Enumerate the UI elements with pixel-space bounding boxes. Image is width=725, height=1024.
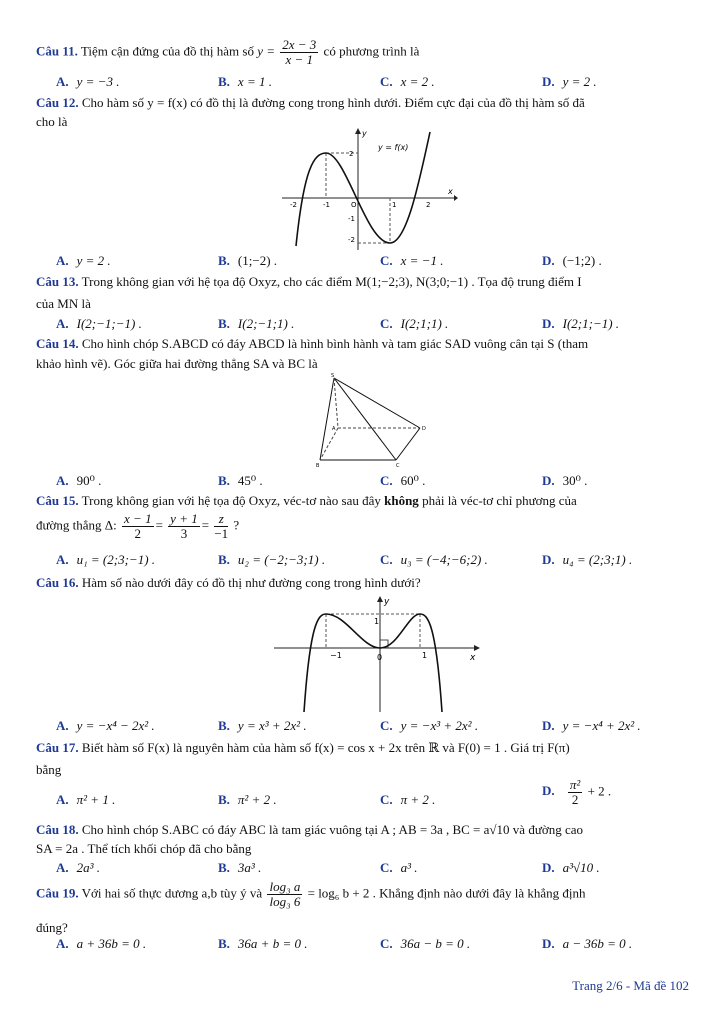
opt-letter: D. xyxy=(542,718,555,733)
q17-label: Câu 17. xyxy=(36,740,79,755)
q13-opt-d[interactable] xyxy=(542,316,619,332)
q15-keyword: không xyxy=(384,493,419,508)
frac-num: π² xyxy=(569,777,581,792)
opt-letter: C. xyxy=(380,74,393,89)
opt-text: y = −3 . xyxy=(76,74,120,89)
opt-letter: A. xyxy=(56,860,69,875)
opt-letter: C. xyxy=(380,792,393,807)
tick-label: 1 xyxy=(392,201,397,209)
tick-label: 2 xyxy=(349,150,354,158)
q17-stem-line2: bằng xyxy=(36,762,62,777)
opt-text: I(2;1;1) . xyxy=(400,316,449,331)
q17-text: Biết hàm số F(x) là nguyên hàm của hàm số f(x) = cos x + 2x trên ℝ và F(0) = 1 . Giá trị F(π) xyxy=(81,740,570,755)
q12-opt-d[interactable] xyxy=(542,253,602,269)
opt-letter: B. xyxy=(218,316,230,331)
axis-x-label: x xyxy=(448,187,453,196)
q13-stem-line2: của MN là xyxy=(36,296,91,311)
q11-opt-c[interactable] xyxy=(380,74,435,90)
q11-label: Câu 11. xyxy=(36,43,78,59)
vertex-label: C xyxy=(396,463,400,469)
q15-text-b: phải là véc-tơ chỉ phương của xyxy=(422,493,577,508)
q19-opt-a[interactable] xyxy=(56,936,146,952)
q19-stem-line1 xyxy=(36,880,586,909)
opt-letter: A. xyxy=(56,74,69,89)
frac-den: 2 xyxy=(571,792,579,807)
opt-text: 3a³ . xyxy=(237,860,262,875)
opt-letter: B. xyxy=(218,473,230,488)
opt-text: 30⁰ . xyxy=(562,473,588,488)
q16-opt-c[interactable] xyxy=(380,718,478,734)
q17-opt-c[interactable] xyxy=(380,792,435,808)
x-axis-arrow-icon xyxy=(454,195,458,201)
q19-text: Với hai số thực dương a,b tùy ý và xyxy=(81,885,263,901)
q16-graph xyxy=(274,594,484,712)
q15-line-def: đường thẳng Δ: xyxy=(36,517,117,533)
page-footer: Trang 2/6 - Mã đề 102 xyxy=(572,978,689,993)
q15-opt-d[interactable] xyxy=(542,552,632,568)
axis-y-label: y xyxy=(362,129,367,138)
q16-opt-b[interactable] xyxy=(218,718,307,734)
tick-label: -2 xyxy=(348,236,355,244)
vertex-label: B xyxy=(316,463,320,469)
opt-text: x = −1 . xyxy=(400,253,444,268)
q18-label: Câu 18. xyxy=(36,822,79,837)
tick-label: -2 xyxy=(290,201,297,209)
opt-letter: A. xyxy=(56,316,69,331)
axis-x-label: x xyxy=(470,653,476,663)
opt-letter: C. xyxy=(380,936,393,951)
q15-opt-c[interactable] xyxy=(380,552,488,568)
q19-opt-d[interactable] xyxy=(542,936,632,952)
curve-label: y = f(x) xyxy=(378,143,409,152)
q13-label: Câu 13. xyxy=(36,274,79,289)
tick-label: O xyxy=(351,201,357,209)
q11-text: Tiệm cận đứng của đồ thị hàm số xyxy=(80,43,254,59)
q15-frac-3 xyxy=(214,512,228,541)
q14-pyramid-figure xyxy=(310,372,430,470)
tick-label: 1 xyxy=(374,617,380,626)
q17-opt-d[interactable] xyxy=(542,778,611,807)
opt-letter: A. xyxy=(56,718,69,733)
q15-stem-line2: đường thẳng Δ: $\frac{x - 1}{2}$ = $\frac{y + 1}{3}$ = $\frac{z}{-1}$ ? xyxy=(36,511,240,541)
opt-letter: D. xyxy=(542,783,555,799)
q17-opt-a[interactable] xyxy=(56,792,115,808)
q14-label: Câu 14. xyxy=(36,336,79,351)
tick-label: 1 xyxy=(422,651,428,660)
q13-opt-b[interactable] xyxy=(218,316,294,332)
opt-text: I(2;−1;−1) . xyxy=(76,316,142,331)
vertex-label: S xyxy=(331,373,335,379)
frac-den: 3 xyxy=(180,526,188,541)
opt-text: y = 2 . xyxy=(562,74,597,89)
opt-letter: D. xyxy=(542,316,555,331)
q15-question-mark: ? xyxy=(233,517,240,533)
opt-text: u₃ = (−4;−6;2) . xyxy=(400,552,488,567)
opt-letter: B. xyxy=(218,552,230,567)
opt-text: a − 36b = 0 . xyxy=(562,936,633,951)
opt-letter: C. xyxy=(380,552,393,567)
frac-num: z xyxy=(214,512,228,527)
opt-letter: B. xyxy=(218,860,230,875)
opt-text: + 2 . xyxy=(587,783,612,799)
q19-opt-b[interactable] xyxy=(218,936,307,952)
frac-den: 2 xyxy=(134,526,142,541)
q12-text: Cho hàm số y = f(x) có đồ thị là đường cong trong hình dưới. Điểm cực đại của đồ thị hàm số đã xyxy=(81,95,585,110)
q12-opt-b[interactable] xyxy=(218,253,277,269)
opt-text: 45⁰ . xyxy=(237,473,263,488)
q14-opt-a[interactable] xyxy=(56,473,101,489)
q12-stem-line1 xyxy=(36,95,585,111)
q15-opt-a[interactable] xyxy=(56,552,155,568)
q17-stem-line1 xyxy=(36,740,570,756)
opt-text: (−1;2) . xyxy=(562,253,602,268)
opt-text: I(2;−1;1) . xyxy=(237,316,295,331)
q16-label: Câu 16. xyxy=(36,575,79,590)
frac-den: −1 xyxy=(214,526,229,541)
q17-opt-b[interactable] xyxy=(218,792,277,808)
q11-opt-a[interactable] xyxy=(56,74,119,90)
opt-text: u₂ = (−2;−3;1) . xyxy=(237,552,326,567)
opt-text: 2a³ . xyxy=(76,860,101,875)
opt-letter: D. xyxy=(542,936,555,951)
opt-letter: D. xyxy=(542,74,555,89)
frac-num: log₃ a xyxy=(269,879,301,894)
opt-text: π + 2 . xyxy=(400,792,436,807)
opt-text: a + 36b = 0 . xyxy=(76,936,147,951)
q12-label: Câu 12. xyxy=(36,95,79,110)
q12-stem-line2: cho là xyxy=(36,114,68,129)
opt-letter: B. xyxy=(218,253,230,268)
opt-text: y = −x⁴ − 2x² . xyxy=(76,718,155,733)
q13-opt-c[interactable] xyxy=(380,316,448,332)
x-axis-arrow-icon xyxy=(474,645,480,651)
y-axis-arrow-icon xyxy=(355,128,361,134)
q12-opt-a[interactable] xyxy=(56,253,111,269)
tick-label: 2 xyxy=(426,201,431,209)
frac-num: x − 1 xyxy=(124,511,152,526)
curve-quartic xyxy=(304,614,442,712)
q15-frac-1 xyxy=(122,512,154,541)
q15-opt-b[interactable] xyxy=(218,552,325,568)
opt-text: y = x³ + 2x² . xyxy=(237,718,307,733)
opt-text: a³√10 . xyxy=(562,860,600,875)
opt-letter: B. xyxy=(218,936,230,951)
q15-label: Câu 15. xyxy=(36,493,79,508)
tick-label: -1 xyxy=(348,215,355,223)
opt-text: a³ . xyxy=(400,860,418,875)
q14-opt-d[interactable] xyxy=(542,473,587,489)
q13-stem-line1 xyxy=(36,274,582,290)
q14-stem-line2: khảo hình vẽ). Góc giữa hai đường thẳng SA và BC là xyxy=(36,356,318,371)
q15-stem-line1 xyxy=(36,493,577,509)
frac-den: log₃ 6 xyxy=(269,894,301,909)
opt-letter: A. xyxy=(56,936,69,951)
tick-label: -1 xyxy=(323,201,330,209)
tick-label: −1 xyxy=(330,651,342,660)
q18-opt-c[interactable] xyxy=(380,860,418,876)
q18-stem-line1 xyxy=(36,822,583,838)
q17-d-fraction xyxy=(568,778,582,807)
opt-letter: D. xyxy=(542,473,555,488)
q14-opt-c[interactable] xyxy=(380,473,425,489)
q18-opt-a[interactable] xyxy=(56,860,100,876)
q16-opt-d[interactable] xyxy=(542,718,641,734)
opt-text: y = −x⁴ + 2x² . xyxy=(562,718,641,733)
q11-fraction xyxy=(280,38,318,67)
q13-opt-a[interactable] xyxy=(56,316,142,332)
vertex-label: D xyxy=(422,426,426,432)
q19-label: Câu 19. xyxy=(36,885,79,901)
q11-den: x − 1 xyxy=(285,52,314,67)
opt-letter: C. xyxy=(380,473,393,488)
opt-letter: C. xyxy=(380,860,393,875)
q11-func: y = xyxy=(257,43,275,59)
opt-letter: C. xyxy=(380,718,393,733)
y-axis-arrow-icon xyxy=(377,596,383,602)
q18-stem-line2: SA = 2a . Thể tích khối chóp đã cho bằng xyxy=(36,841,252,856)
q16-stem xyxy=(36,575,421,591)
opt-letter: D. xyxy=(542,860,555,875)
q15-frac-2 xyxy=(168,512,200,541)
opt-text: 36a + b = 0 . xyxy=(237,936,308,951)
tick-label: 0 xyxy=(377,653,383,662)
axis-y-label: y xyxy=(384,597,390,607)
q11-opt-b[interactable] xyxy=(218,74,272,90)
q18-opt-b[interactable] xyxy=(218,860,261,876)
q19-stem-line2: đúng? xyxy=(36,920,68,935)
opt-text: 36a − b = 0 . xyxy=(400,936,471,951)
opt-letter: C. xyxy=(380,253,393,268)
opt-text: 60⁰ . xyxy=(400,473,426,488)
opt-text: u₄ = (2;3;1) . xyxy=(562,552,633,567)
opt-letter: B. xyxy=(218,74,230,89)
opt-letter: C. xyxy=(380,316,393,331)
opt-text: π² + 2 . xyxy=(237,792,277,807)
opt-text: π² + 1 . xyxy=(76,792,116,807)
opt-text: y = −x³ + 2x² . xyxy=(400,718,479,733)
q16-text: Hàm số nào dưới đây có đồ thị như đường cong trong hình dưới? xyxy=(81,575,421,590)
q13-text: Trong không gian với hệ tọa độ Oxyz, cho các điểm M(1;−2;3), N(3;0;−1) . Tọa độ trung điểm I xyxy=(81,274,582,289)
q16-opt-a[interactable] xyxy=(56,718,155,734)
q18-text: Cho hình chóp S.ABC có đáy ABC là tam giác vuông tại A ; AB = 3a , BC = a√10 và đường cao xyxy=(81,822,584,837)
q18-opt-d[interactable] xyxy=(542,860,600,876)
opt-letter: B. xyxy=(218,718,230,733)
q19-opt-c[interactable] xyxy=(380,936,470,952)
opt-letter: B. xyxy=(218,792,230,807)
opt-letter: A. xyxy=(56,792,69,807)
q14-stem-line1 xyxy=(36,336,588,352)
opt-letter: D. xyxy=(542,552,555,567)
q12-graph xyxy=(282,128,458,250)
q12-opt-c[interactable] xyxy=(380,253,443,269)
opt-letter: D. xyxy=(542,253,555,268)
opt-text: x = 2 . xyxy=(400,74,435,89)
opt-text: x = 1 . xyxy=(237,74,272,89)
curve-f xyxy=(296,132,430,246)
q14-text: Cho hình chóp S.ABCD có đáy ABCD là hình bình hành và tam giác SAD vuông cân tại S (tham xyxy=(81,336,589,351)
opt-text: (1;−2) . xyxy=(237,253,278,268)
q11-num: 2x − 3 xyxy=(282,37,317,52)
q11-opt-d[interactable] xyxy=(542,74,597,90)
opt-letter: A. xyxy=(56,552,69,567)
opt-text: I(2;1;−1) . xyxy=(562,316,620,331)
q19-text-b: = log₆ b + 2 . Khẳng định nào dưới đây là khẳng định xyxy=(307,885,586,901)
opt-text: u₁ = (2;3;−1) . xyxy=(76,552,156,567)
frac-num: y + 1 xyxy=(170,511,198,526)
opt-letter: A. xyxy=(56,253,69,268)
q15-text: Trong không gian với hệ tọa độ Oxyz, véc-tơ nào sau đây xyxy=(81,493,381,508)
vertex-label: A xyxy=(332,426,336,432)
opt-letter: A. xyxy=(56,473,69,488)
q14-opt-b[interactable] xyxy=(218,473,263,489)
q11-stem xyxy=(36,38,419,67)
opt-text: 90⁰ . xyxy=(76,473,102,488)
q11-text-after: có phương trình là xyxy=(323,43,420,59)
q19-fraction xyxy=(267,880,302,909)
opt-text: y = 2 . xyxy=(76,253,111,268)
